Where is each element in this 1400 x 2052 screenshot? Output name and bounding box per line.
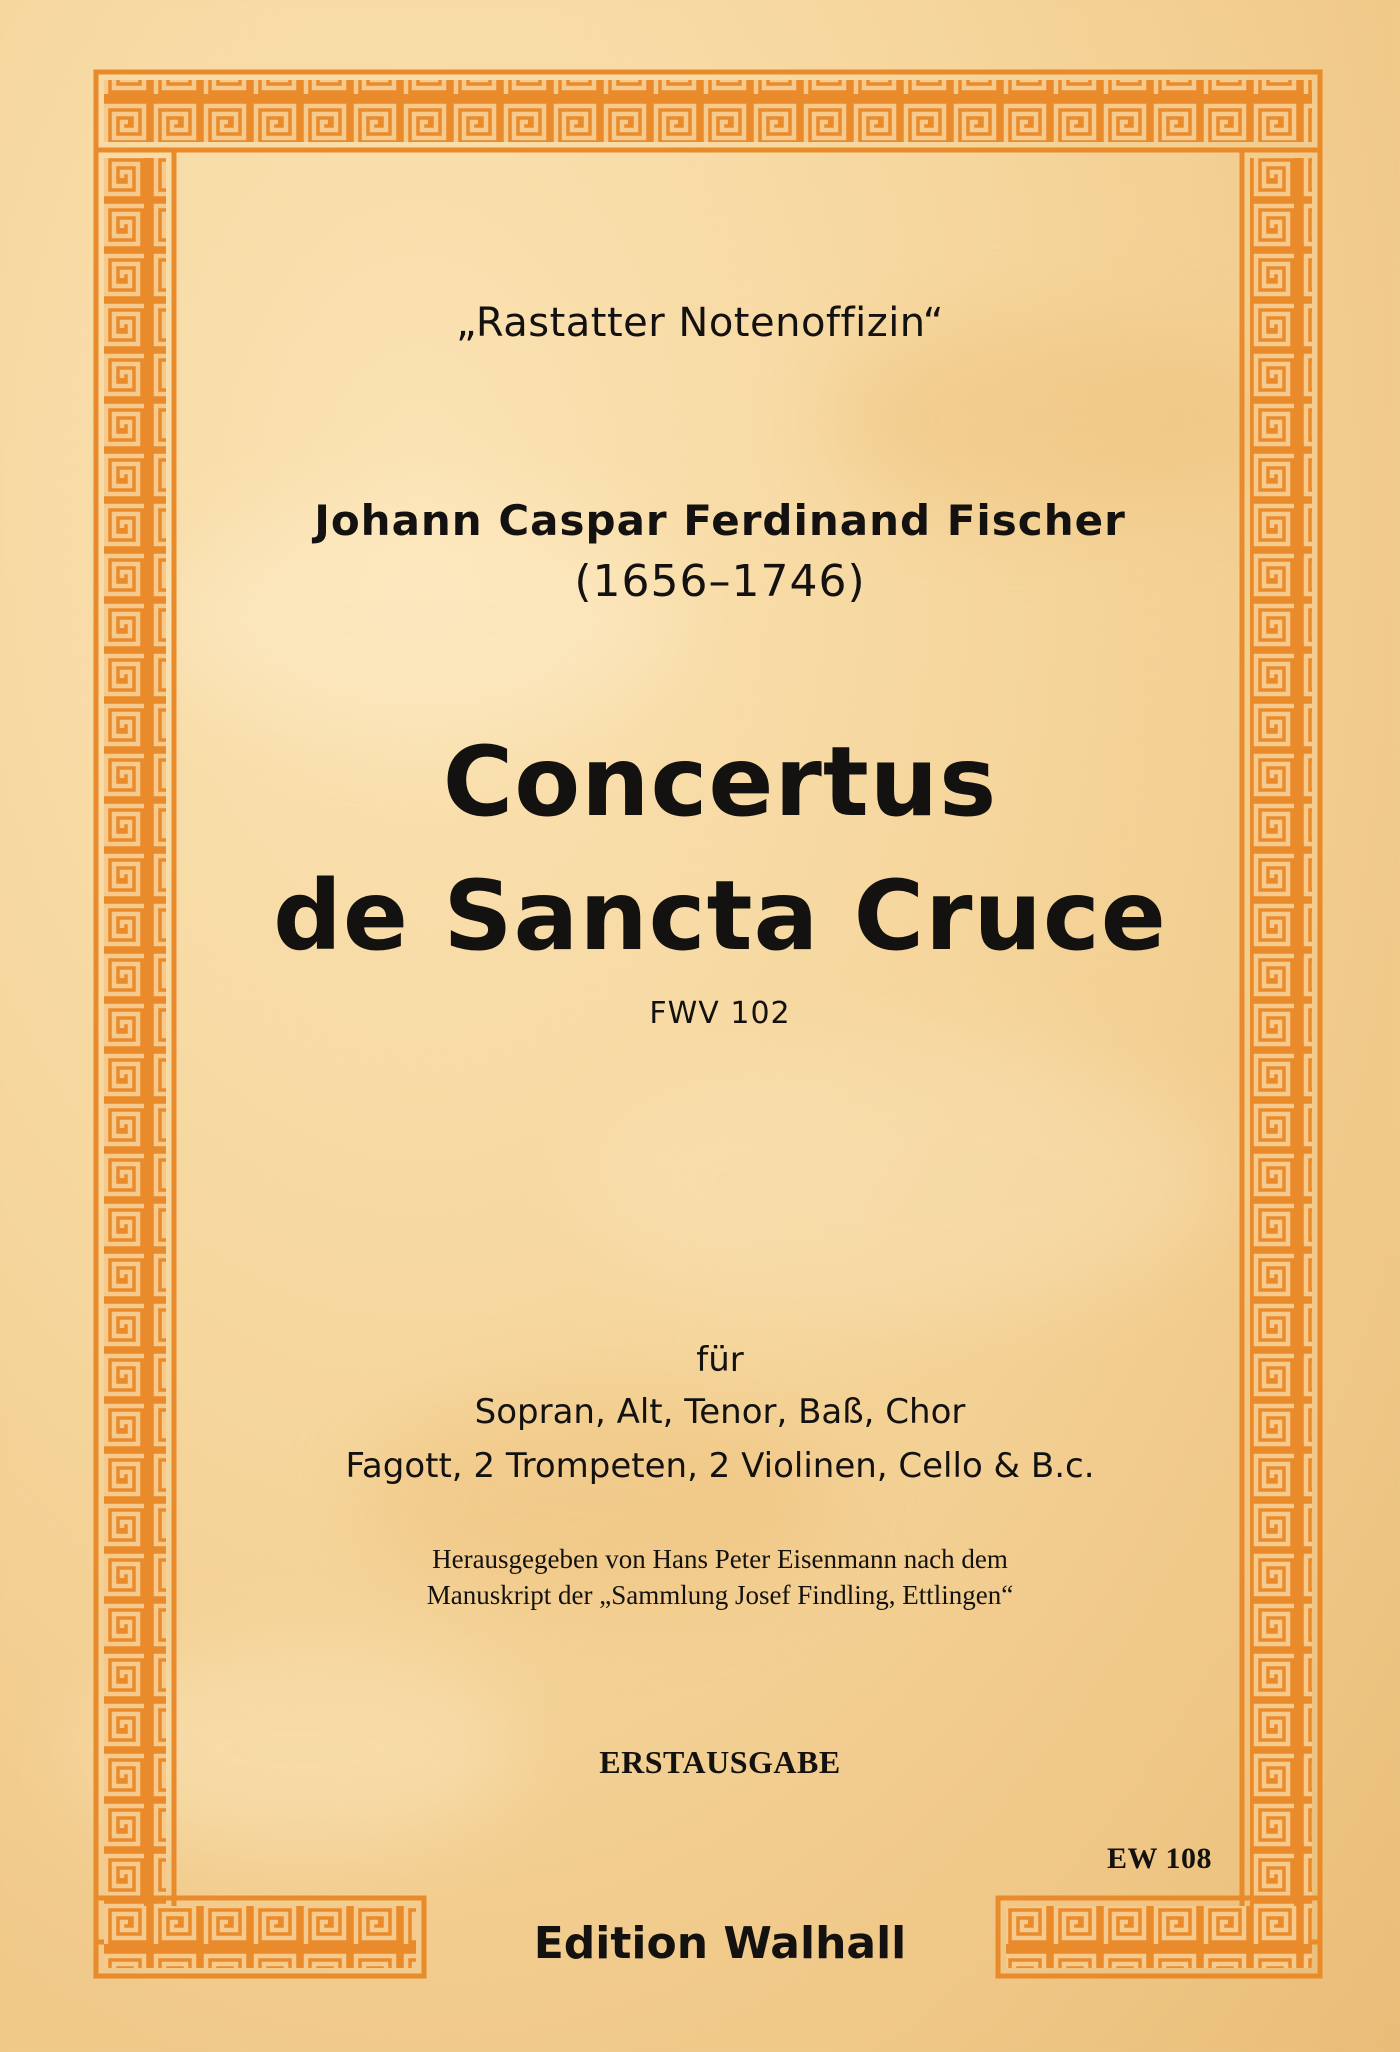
work-title-line1: Concertus (442, 726, 998, 838)
composer-dates: (1656–1746) (574, 556, 866, 607)
work-title-line2: de Sancta Cruce (273, 860, 1167, 972)
publisher-number: EW 108 (1107, 1842, 1212, 1875)
scoring-voices: Sopran, Alt, Tenor, Baß, Chor (474, 1392, 966, 1432)
composer-name: Johann Caspar Ferdinand Fischer (314, 496, 1126, 545)
scoring-instruments: Fagott, 2 Trompeten, 2 Violinen, Cello & B.c. (345, 1446, 1095, 1486)
editor-credit-line1: Herausgegeben von Hans Peter Eisenmann nach dem (432, 1544, 1008, 1574)
series-title: „Rastatter Notenoffizin“ (456, 300, 944, 346)
edition-type: ERSTAUSGABE (599, 1744, 841, 1780)
scoring-intro: für (696, 1340, 744, 1380)
catalog-number: FWV 102 (649, 996, 791, 1031)
publisher-name: Edition Walhall (533, 1918, 907, 1969)
editor-credit-line2: Manuskript der „Sammlung Josef Findling, Ettlingen“ (426, 1580, 1014, 1610)
